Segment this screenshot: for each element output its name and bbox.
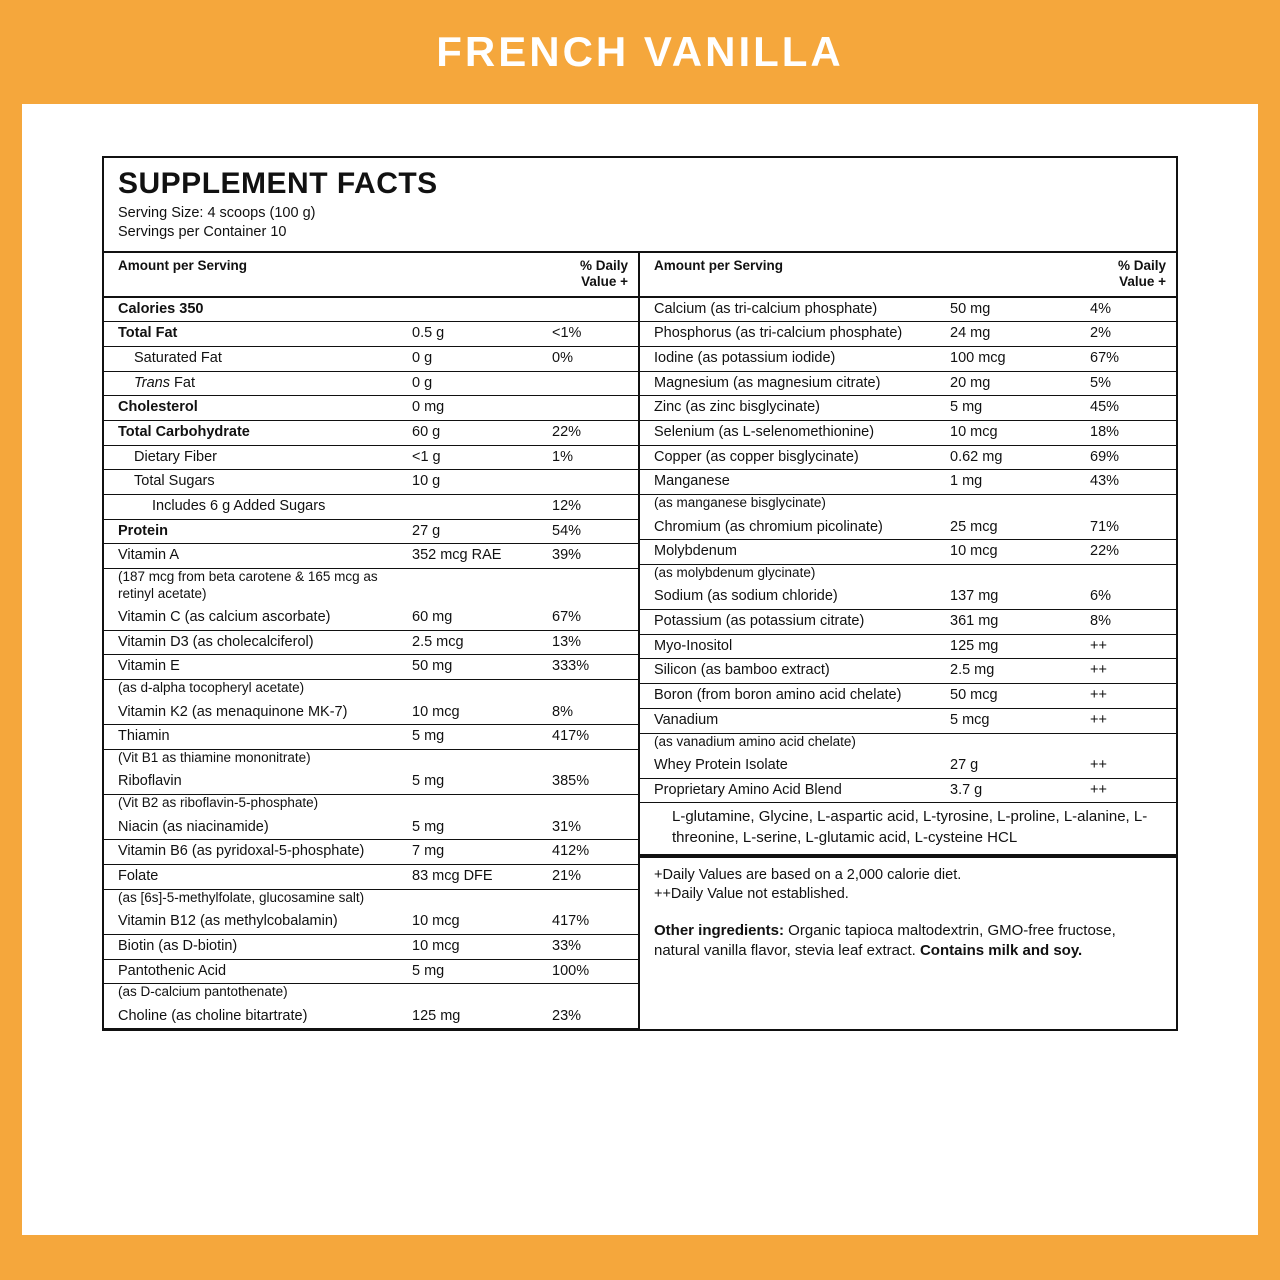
- header-band: [0, 0, 1280, 104]
- supplement-facts-panel: [102, 156, 1178, 1031]
- row-label: Total Carbohydrate: [104, 421, 398, 446]
- row-daily-value: <1%: [538, 322, 638, 347]
- row-label: (as molybdenum glycinate): [654, 564, 816, 580]
- contains-statement: Contains milk and soy.: [919, 942, 1083, 960]
- row-label: Pantothenic Acid: [104, 959, 398, 984]
- row-amount: [398, 680, 538, 701]
- row-label: Saturated Fat: [104, 346, 398, 371]
- row-daily-value: [538, 297, 638, 322]
- row-amount: 10 g: [398, 470, 538, 495]
- row-label: Iodine (as potassium iodide): [640, 346, 936, 371]
- footnote-not-established: ++Daily Value not established.: [654, 886, 849, 903]
- row-daily-value: [538, 371, 638, 396]
- row-amount: 83 mcg DFE: [398, 864, 538, 889]
- supplement-facts-title: SUPPLEMENT FACTS: [118, 167, 438, 200]
- table-row: [104, 371, 638, 396]
- row-amount: 10 mcg: [936, 421, 1076, 446]
- row-label: Biotin (as D-biotin): [104, 934, 398, 959]
- table-row: [104, 934, 638, 959]
- row-label: Vitamin B6 (as pyridoxal-5-phosphate): [104, 840, 398, 865]
- nutrition-columns: [104, 253, 1176, 1030]
- table-row: [104, 346, 638, 371]
- row-label: Selenium (as L-selenomethionine): [640, 421, 936, 446]
- row-label: Sodium (as sodium chloride): [640, 585, 936, 609]
- row-label: Vitamin K2 (as menaquinone MK-7): [104, 701, 398, 725]
- row-amount: 1 mg: [936, 470, 1076, 495]
- row-amount: 125 mg: [398, 1005, 538, 1029]
- column-header-amount: Amount per Serving: [640, 253, 936, 297]
- table-row: [104, 630, 638, 655]
- left-accent-bar: [0, 0, 22, 1280]
- row-amount: 10 mcg: [398, 910, 538, 934]
- row-amount: [936, 733, 1076, 754]
- row-daily-value: 45%: [1076, 396, 1176, 421]
- row-amount: 0.5 g: [398, 322, 538, 347]
- footnotes: [640, 856, 1176, 909]
- nutrition-table-left: [104, 253, 638, 1030]
- row-label: Vitamin B12 (as methylcobalamin): [104, 910, 398, 934]
- table-row: [640, 684, 1176, 709]
- table-row: [640, 421, 1176, 446]
- row-amount: 27 g: [936, 754, 1076, 778]
- row-daily-value: 21%: [538, 864, 638, 889]
- row-amount: [398, 984, 538, 1005]
- row-label: Potassium (as potassium citrate): [640, 610, 936, 635]
- table-row: [104, 725, 638, 750]
- row-amount: 137 mg: [936, 585, 1076, 609]
- nutrition-column-right: [640, 253, 1176, 1030]
- other-ingredients-label: Other ingredients:: [654, 921, 785, 939]
- row-daily-value: 412%: [538, 840, 638, 865]
- row-amount: 10 mcg: [398, 701, 538, 725]
- row-amount: 60 g: [398, 421, 538, 446]
- table-row: [104, 421, 638, 446]
- row-daily-value: 18%: [1076, 421, 1176, 446]
- table-row: [104, 701, 638, 725]
- row-label: Boron (from boron amino acid chelate): [640, 684, 936, 709]
- table-row: [640, 540, 1176, 565]
- table-row: [104, 1005, 638, 1029]
- row-label: Total Fat: [104, 322, 398, 347]
- row-daily-value: [538, 396, 638, 421]
- row-label: Phosphorus (as tri-calcium phosphate): [640, 322, 936, 347]
- servings-per-container: Servings per Container 10: [118, 224, 287, 241]
- row-amount: [398, 495, 538, 520]
- table-row: [640, 610, 1176, 635]
- table-row: [104, 680, 638, 701]
- table-row: [104, 569, 638, 606]
- row-label: (as D-calcium pantothenate): [118, 984, 288, 1000]
- row-label: (as [6s]-5-methylfolate, glucosamine salt): [118, 889, 365, 905]
- row-amount: [936, 495, 1076, 516]
- table-row: [640, 708, 1176, 733]
- column-header-dv: % Daily Value +: [1076, 253, 1176, 297]
- row-amount: 0.62 mg: [936, 445, 1076, 470]
- row-daily-value: [538, 889, 638, 910]
- row-amount: 100 mcg: [936, 346, 1076, 371]
- table-row: [104, 655, 638, 680]
- row-label: Includes 6 g Added Sugars: [104, 495, 398, 520]
- row-daily-value: 23%: [538, 1005, 638, 1029]
- row-label: Proprietary Amino Acid Blend: [640, 778, 936, 803]
- row-amount: [398, 569, 538, 606]
- row-label: Dietary Fiber: [104, 445, 398, 470]
- row-amount: 125 mg: [936, 634, 1076, 659]
- row-amount: 2.5 mg: [936, 659, 1076, 684]
- table-row: [104, 445, 638, 470]
- row-daily-value: [538, 749, 638, 770]
- row-label: (187 mcg from beta carotene & 165 mcg as retinyl acetate): [118, 569, 378, 601]
- table-row: [104, 606, 638, 630]
- row-label: Vitamin D3 (as cholecalciferol): [104, 630, 398, 655]
- row-label: (as manganese bisglycinate): [654, 495, 826, 511]
- nutrition-column-left: [104, 253, 640, 1030]
- row-daily-value: [538, 470, 638, 495]
- table-row: [640, 634, 1176, 659]
- row-label: Vanadium: [640, 708, 936, 733]
- table-row: [104, 816, 638, 840]
- row-label: Calories 350: [104, 297, 398, 322]
- row-daily-value: 43%: [1076, 470, 1176, 495]
- table-header-row: [640, 253, 1176, 297]
- row-label: Riboflavin: [104, 770, 398, 794]
- row-daily-value: [1076, 564, 1176, 585]
- row-amount: 352 mcg RAE: [398, 544, 538, 569]
- row-label: Protein: [104, 519, 398, 544]
- row-amount: 10 mcg: [398, 934, 538, 959]
- table-header-row: [104, 253, 638, 297]
- row-amount: 0 g: [398, 371, 538, 396]
- table-row: [640, 495, 1176, 516]
- row-daily-value: [538, 680, 638, 701]
- table-row: [104, 864, 638, 889]
- row-daily-value: ++: [1076, 754, 1176, 778]
- row-label: Manganese: [640, 470, 936, 495]
- row-daily-value: 417%: [538, 910, 638, 934]
- table-row: [640, 564, 1176, 585]
- row-daily-value: [1076, 495, 1176, 516]
- row-daily-value: 54%: [538, 519, 638, 544]
- table-row: [104, 749, 638, 770]
- row-daily-value: 2%: [1076, 322, 1176, 347]
- table-row: [640, 516, 1176, 540]
- row-daily-value: 22%: [1076, 540, 1176, 565]
- row-label: Chromium (as chromium picolinate): [640, 516, 936, 540]
- row-label: (as d-alpha tocopheryl acetate): [118, 680, 305, 696]
- table-row: [104, 840, 638, 865]
- row-daily-value: 0%: [538, 346, 638, 371]
- table-row: [640, 322, 1176, 347]
- table-row: [640, 470, 1176, 495]
- row-daily-value: ++: [1076, 778, 1176, 803]
- row-amount: 60 mg: [398, 606, 538, 630]
- amino-acid-blend-list: L-glutamine, Glycine, L-aspartic acid, L-tyrosine, L-proline, L-alanine, L-threonine, L-serine, L-glutamic acid, L-cysteine HCL: [640, 803, 1176, 856]
- row-amount: [398, 297, 538, 322]
- row-daily-value: ++: [1076, 708, 1176, 733]
- row-amount: 24 mg: [936, 322, 1076, 347]
- row-amount: [398, 795, 538, 816]
- table-row: [640, 754, 1176, 778]
- row-label: Myo-Inositol: [640, 634, 936, 659]
- row-amount: 5 mg: [398, 816, 538, 840]
- row-amount: <1 g: [398, 445, 538, 470]
- row-daily-value: 67%: [538, 606, 638, 630]
- row-daily-value: ++: [1076, 634, 1176, 659]
- table-row: [104, 770, 638, 794]
- column-header-dv: % Daily Value +: [538, 253, 638, 297]
- row-daily-value: 6%: [1076, 585, 1176, 609]
- row-amount: 361 mg: [936, 610, 1076, 635]
- other-ingredients: [640, 909, 1176, 976]
- table-row: [640, 371, 1176, 396]
- table-row: [104, 959, 638, 984]
- row-label: (as vanadium amino acid chelate): [654, 733, 856, 749]
- table-row: [640, 396, 1176, 421]
- row-daily-value: 69%: [1076, 445, 1176, 470]
- row-daily-value: 31%: [538, 816, 638, 840]
- row-label: Calcium (as tri-calcium phosphate): [640, 297, 936, 322]
- row-daily-value: 5%: [1076, 371, 1176, 396]
- footnote-daily-values: +Daily Values are based on a 2,000 calorie diet.: [654, 866, 962, 883]
- serving-size: Serving Size: 4 scoops (100 g): [118, 204, 316, 221]
- table-row: [104, 322, 638, 347]
- row-label: Zinc (as zinc bisglycinate): [640, 396, 936, 421]
- row-amount: 5 mg: [398, 959, 538, 984]
- row-daily-value: 33%: [538, 934, 638, 959]
- row-amount: 10 mcg: [936, 540, 1076, 565]
- row-amount: [398, 889, 538, 910]
- row-label: Cholesterol: [104, 396, 398, 421]
- row-daily-value: [1076, 733, 1176, 754]
- row-daily-value: 8%: [1076, 610, 1176, 635]
- row-amount: 3.7 g: [936, 778, 1076, 803]
- column-header-amount: Amount per Serving: [104, 253, 398, 297]
- row-amount: [936, 564, 1076, 585]
- row-label: Niacin (as niacinamide): [104, 816, 398, 840]
- row-amount: 5 mg: [398, 725, 538, 750]
- row-label: Whey Protein Isolate: [640, 754, 936, 778]
- row-daily-value: 67%: [1076, 346, 1176, 371]
- table-row: [640, 659, 1176, 684]
- row-amount: 25 mcg: [936, 516, 1076, 540]
- table-row: [104, 297, 638, 322]
- row-label: (Vit B1 as thiamine mononitrate): [118, 749, 311, 765]
- row-daily-value: 1%: [538, 445, 638, 470]
- table-row: [104, 795, 638, 816]
- row-amount: 5 mg: [936, 396, 1076, 421]
- row-daily-value: 39%: [538, 544, 638, 569]
- row-daily-value: [538, 795, 638, 816]
- row-daily-value: 100%: [538, 959, 638, 984]
- table-row: [104, 396, 638, 421]
- row-amount: 7 mg: [398, 840, 538, 865]
- table-row: [640, 445, 1176, 470]
- row-label: Total Sugars: [104, 470, 398, 495]
- row-amount: 50 mcg: [936, 684, 1076, 709]
- row-amount: 50 mg: [398, 655, 538, 680]
- row-label: Copper (as copper bisglycinate): [640, 445, 936, 470]
- table-row: [640, 297, 1176, 322]
- row-daily-value: 71%: [1076, 516, 1176, 540]
- row-label: Magnesium (as magnesium citrate): [640, 371, 936, 396]
- row-daily-value: ++: [1076, 684, 1176, 709]
- row-amount: 27 g: [398, 519, 538, 544]
- row-label: Choline (as choline bitartrate): [104, 1005, 398, 1029]
- row-amount: 0 g: [398, 346, 538, 371]
- row-label: Folate: [104, 864, 398, 889]
- other-ingredients-text: Organic tapioca maltodextrin, GMO-free fructose, natural vanilla flavor, stevia leaf extract.: [654, 921, 1116, 960]
- table-row: [640, 585, 1176, 609]
- row-amount: 5 mg: [398, 770, 538, 794]
- page-title: FRENCH VANILLA: [436, 28, 844, 75]
- table-row: [104, 889, 638, 910]
- table-row: [104, 984, 638, 1005]
- table-row: [104, 544, 638, 569]
- table-row: [104, 495, 638, 520]
- row-amount: 2.5 mcg: [398, 630, 538, 655]
- row-daily-value: 22%: [538, 421, 638, 446]
- table-row: [104, 519, 638, 544]
- row-label: Silicon (as bamboo extract): [640, 659, 936, 684]
- panel-header: [104, 158, 1176, 253]
- table-row: [104, 910, 638, 934]
- row-daily-value: ++: [1076, 659, 1176, 684]
- row-daily-value: 4%: [1076, 297, 1176, 322]
- row-label: Thiamin: [104, 725, 398, 750]
- row-daily-value: 385%: [538, 770, 638, 794]
- row-daily-value: 12%: [538, 495, 638, 520]
- row-amount: 20 mg: [936, 371, 1076, 396]
- row-daily-value: 8%: [538, 701, 638, 725]
- right-accent-bar: [1258, 0, 1280, 1280]
- row-daily-value: 333%: [538, 655, 638, 680]
- row-label: Vitamin C (as calcium ascorbate): [104, 606, 398, 630]
- row-amount: [398, 749, 538, 770]
- table-row: [640, 733, 1176, 754]
- footer-band: [0, 1235, 1280, 1280]
- row-daily-value: [538, 569, 638, 606]
- table-row: [640, 346, 1176, 371]
- row-daily-value: [538, 984, 638, 1005]
- row-amount: 5 mcg: [936, 708, 1076, 733]
- nutrition-table-right: [640, 253, 1176, 804]
- row-label: Trans Fat: [104, 371, 398, 396]
- row-label: Molybdenum: [640, 540, 936, 565]
- row-amount: 0 mg: [398, 396, 538, 421]
- table-row: [104, 470, 638, 495]
- row-label: (Vit B2 as riboflavin-5-phosphate): [118, 795, 319, 811]
- table-row: [640, 778, 1176, 803]
- row-daily-value: 13%: [538, 630, 638, 655]
- row-daily-value: 417%: [538, 725, 638, 750]
- row-label: Vitamin E: [104, 655, 398, 680]
- row-label: Vitamin A: [104, 544, 398, 569]
- row-amount: 50 mg: [936, 297, 1076, 322]
